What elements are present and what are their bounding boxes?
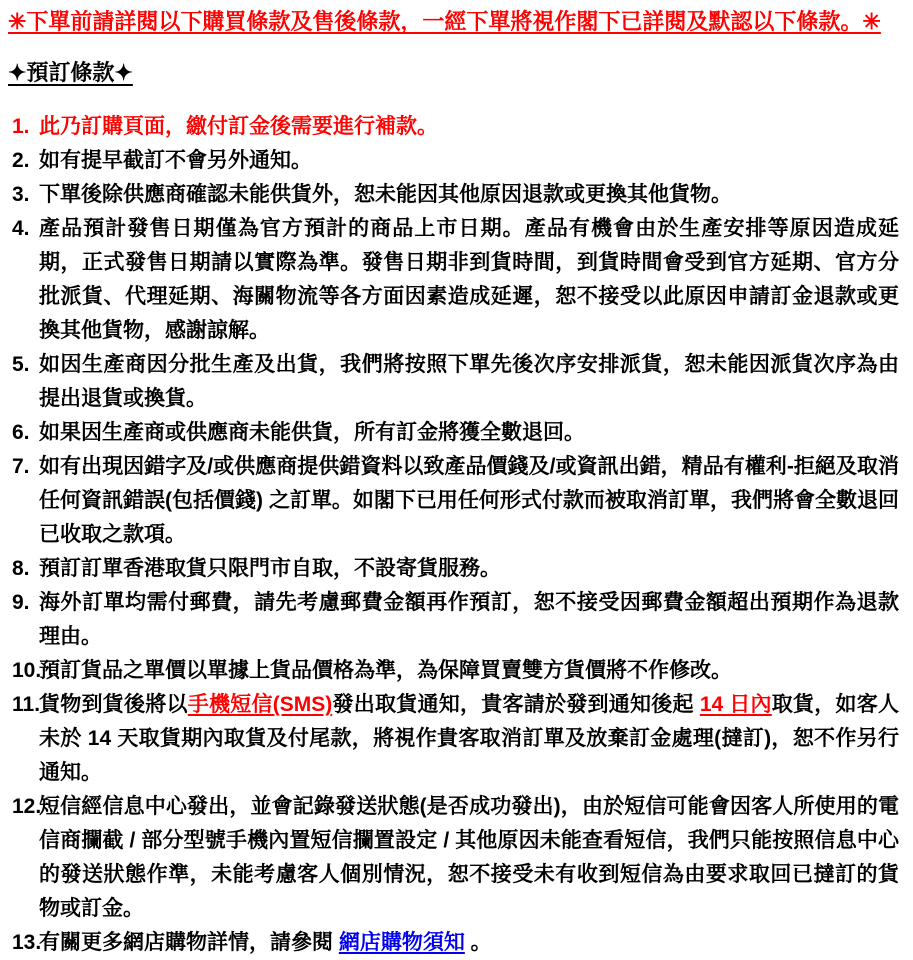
term-number: 4. xyxy=(12,217,30,240)
term-text: 如有出現因錯字及/或供應商提供錯資料以致產品價錢及/或資訊出錯，精品有權利-拒絕及取消任何資訊錯誤(包括價錢) 之訂單。如閣下已用任何形式付款而被取消訂單，我們將會全數退回已收取之款項。 xyxy=(39,455,899,546)
term-item-2 xyxy=(8,144,899,178)
term-item-6 xyxy=(8,416,899,450)
term-text: 海外訂單均需付郵費，請先考慮郵費金額再作預訂，恕不接受因郵費金額超出預期作為退款理由。 xyxy=(39,591,899,648)
term-number: 13. xyxy=(12,931,42,954)
term-text: 。 xyxy=(464,931,492,954)
term-text: 有關更多網店購物詳情，請參閱 xyxy=(39,931,339,954)
sms-notice-highlight: 手機短信(SMS) xyxy=(187,693,333,716)
term-item-1 xyxy=(8,110,899,144)
term-text: 短信經信息中心發出，並會記錄發送狀態(是否成功發出)，由於短信可能會因客人所使用的電信商攔截 / 部分型號手機內置短信攔置設定 / 其他原因未能查看短信，我們只能按照信息中心的發送狀態作準，未能考慮客人個別情況，恕不接受未有收到短信為由要求取回已撻訂的貨物或訂金。 xyxy=(39,795,899,920)
term-text: 發出取貨通知，貴客請於發到通知後起 xyxy=(332,693,700,716)
term-text: 預訂貨品之單價以單據上貨品價格為準，為保障買賣雙方貨價將不作修改。 xyxy=(39,659,732,682)
term-number: 5. xyxy=(12,353,30,376)
preorder-terms-heading: ✦預訂條款✦ xyxy=(8,60,133,85)
term-item-4 xyxy=(8,212,899,348)
term-text: 如果因生產商或供應商未能供貨，所有訂金將獲全數退回。 xyxy=(39,421,585,444)
terms-warning-banner: ✳下單前請詳閱以下購買條款及售後條款，一經下單將視作閣下已詳閱及默認以下條款。✳ xyxy=(8,9,881,34)
term-text: 取貨，如客人未於 14 天取貨期內取貨及付尾款，將視作貴客取消訂單及放棄訂金處理(撻訂)，恕不作另行通知。 xyxy=(39,693,900,784)
term-item-10 xyxy=(8,654,899,688)
term-text: 產品預計發售日期僅為官方預計的商品上市日期。產品有機會由於生產安排等原因造成延期，正式發售日期請以實際為準。發售日期非到貨時間，到貨時間會受到官方延期、官方分批派貨、代理延期、海關物流等各方面因素造成延遲，恕不接受以此原因申請訂金退款或更換其他貨物，感謝諒解。 xyxy=(39,217,899,342)
store-shopping-guide-link[interactable]: 網店購物須知 xyxy=(338,931,465,954)
term-number: 11. xyxy=(12,693,41,716)
terms-list xyxy=(8,110,899,960)
term-number: 12. xyxy=(12,795,42,818)
term-item-9 xyxy=(8,586,899,654)
term-item-12 xyxy=(8,790,899,926)
term-text: 如因生產商因分批生產及出貨，我們將按照下單先後次序安排派貨，恕未能因派貨次序為由提出退貨或換貨。 xyxy=(39,353,899,410)
term-number: 10. xyxy=(12,659,42,682)
term-text: 此乃訂購頁面，繳付訂金後需要進行補款。 xyxy=(39,115,438,138)
term-text: 預訂訂單香港取貨只限門市自取，不設寄貨服務。 xyxy=(39,557,501,580)
term-number: 8. xyxy=(12,557,30,580)
term-item-11 xyxy=(8,688,899,790)
term-text: 如有提早截訂不會另外通知。 xyxy=(39,149,312,172)
term-number: 6. xyxy=(12,421,30,444)
term-text: 貨物到貨後將以 xyxy=(39,693,188,716)
term-number: 1. xyxy=(12,115,30,138)
term-number: 3. xyxy=(12,183,30,206)
term-number: 7. xyxy=(12,455,30,478)
term-number: 2. xyxy=(12,149,30,172)
pickup-deadline-highlight: 14 日內 xyxy=(699,693,772,716)
term-text: 下單後除供應商確認未能供貨外，恕未能因其他原因退款或更換其他貨物。 xyxy=(39,183,732,206)
term-item-7 xyxy=(8,450,899,552)
term-number: 9. xyxy=(12,591,30,614)
term-item-13 xyxy=(8,926,899,960)
term-item-5 xyxy=(8,348,899,416)
term-item-3 xyxy=(8,178,899,212)
term-item-8 xyxy=(8,552,899,586)
